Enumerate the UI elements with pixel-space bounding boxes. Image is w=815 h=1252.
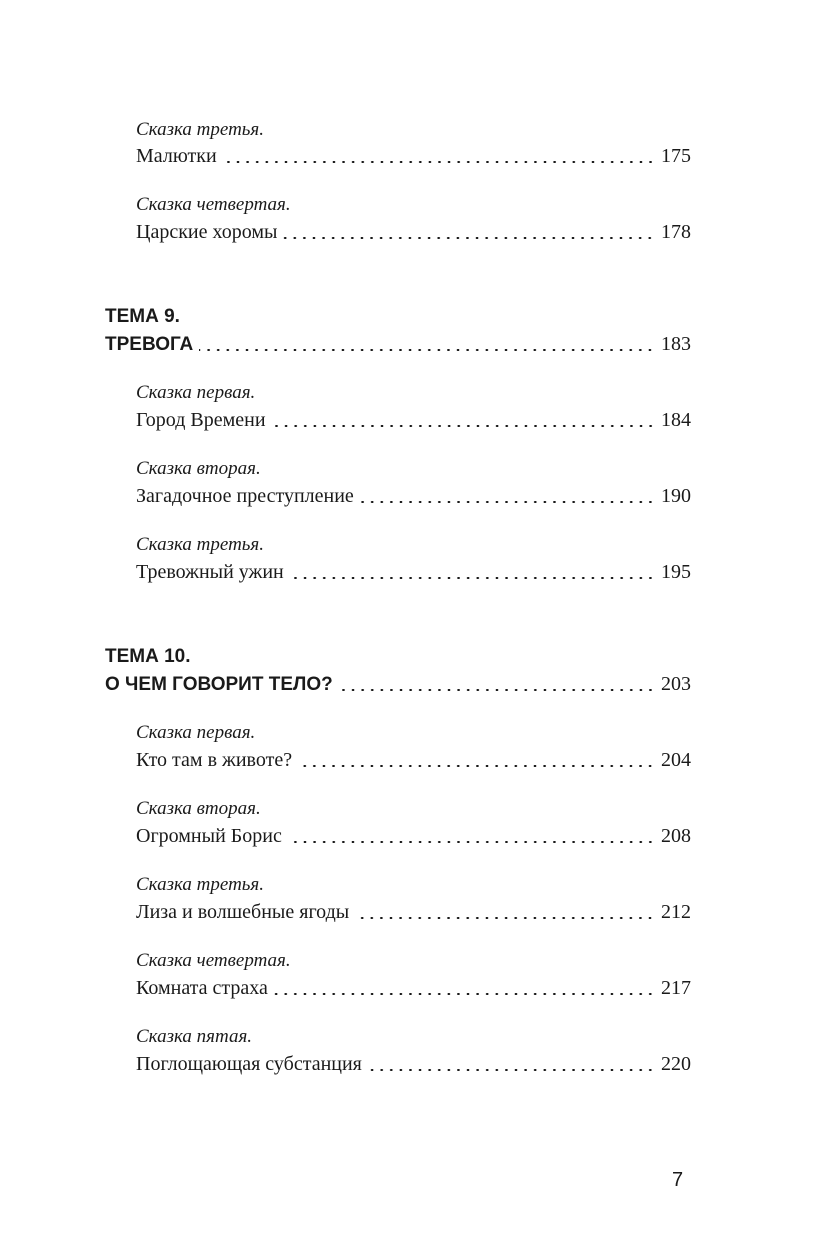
story-title: Тревожный ужин [136, 561, 284, 583]
story-title: Город Времени [136, 409, 266, 431]
dot-leader [274, 993, 655, 995]
dot-leader [298, 765, 655, 767]
story-subtitle: Сказка третья. [136, 874, 265, 895]
story-subtitle: Сказка первая. [136, 722, 256, 743]
story-title: Кто там в животе? [136, 749, 293, 771]
page-ref: 203 [661, 673, 691, 695]
dot-leader [368, 1069, 655, 1071]
story-title: Царские хоромы [136, 221, 278, 243]
story-title: Лиза и волшебные ягоды [136, 901, 350, 923]
toc-entry[interactable] [136, 1051, 691, 1077]
page-ref: 217 [661, 977, 691, 999]
toc-entry[interactable] [136, 407, 691, 433]
page-ref: 183 [661, 333, 691, 355]
story-subtitle: Сказка пятая. [136, 1026, 253, 1047]
theme-entry[interactable] [105, 331, 691, 357]
page-ref: 190 [661, 485, 691, 507]
story-title: Комната страха [136, 977, 268, 999]
page-ref: 208 [661, 825, 691, 847]
theme-label: ТЕМА 10. [105, 646, 191, 667]
toc-entry[interactable] [136, 747, 691, 773]
story-subtitle: Сказка третья. [136, 119, 265, 140]
page-ref: 195 [661, 561, 691, 583]
story-title: Огромный Борис [136, 825, 282, 847]
page-number: 7 [672, 1169, 684, 1191]
toc-entry[interactable] [136, 899, 691, 925]
story-subtitle: Сказка третья. [136, 534, 265, 555]
toc-entry[interactable] [136, 559, 691, 585]
theme-entry[interactable] [105, 671, 691, 697]
theme-label: ТЕМА 9. [105, 306, 180, 327]
dot-leader [283, 237, 655, 239]
toc-entry[interactable] [136, 219, 691, 245]
toc-entry[interactable] [136, 823, 691, 849]
story-subtitle: Сказка четвертая. [136, 950, 291, 971]
story-subtitle: Сказка вторая. [136, 798, 261, 819]
page-ref: 178 [661, 221, 691, 243]
dot-leader [339, 689, 655, 691]
page-ref: 204 [661, 749, 691, 771]
story-title: Загадочное преступление [136, 485, 354, 507]
page-ref: 220 [661, 1053, 691, 1075]
toc-entry[interactable] [136, 483, 691, 509]
toc-entry[interactable] [136, 975, 691, 1001]
dot-leader [355, 917, 655, 919]
dot-leader [199, 349, 655, 351]
theme-title: О ЧЕМ ГОВОРИТ ТЕЛО? [105, 674, 333, 695]
story-subtitle: Сказка первая. [136, 382, 256, 403]
story-subtitle: Сказка вторая. [136, 458, 261, 479]
dot-leader [360, 501, 655, 503]
dot-leader [288, 841, 655, 843]
toc-entry[interactable] [136, 143, 691, 169]
dot-leader [223, 161, 655, 163]
dot-leader [272, 425, 655, 427]
page-ref: 212 [661, 901, 691, 923]
story-title: Малютки [136, 145, 217, 167]
page-ref: 175 [661, 145, 691, 167]
page-ref: 184 [661, 409, 691, 431]
theme-title: ТРЕВОГА [105, 334, 194, 355]
dot-leader [290, 577, 655, 579]
story-title: Поглощающая субстанция [136, 1053, 362, 1075]
story-subtitle: Сказка четвертая. [136, 194, 291, 215]
